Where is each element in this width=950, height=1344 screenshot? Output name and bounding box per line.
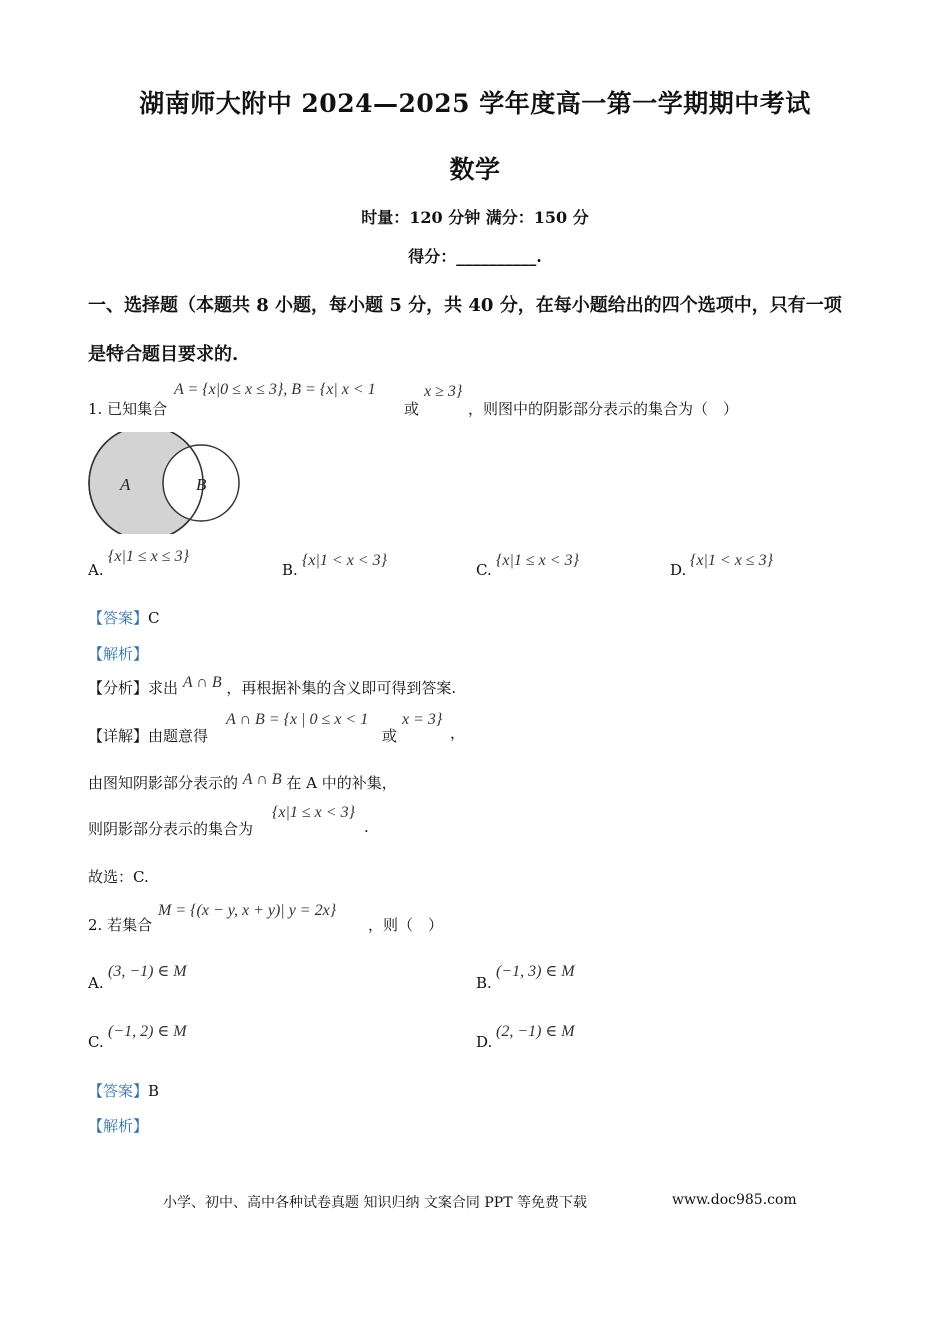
footer-text: 小学、初中、高中各种试卷真题 知识归纳 文案合同 PPT 等免费下载 <box>163 1195 587 1211</box>
q1-or: 或 <box>404 400 420 418</box>
q1-line4-math: {x|1 ≤ x < 3} <box>272 804 355 821</box>
q2-option-d-letter: D. <box>476 1033 493 1051</box>
q2-option-c: (−1, 2) ∈ M <box>108 1023 187 1040</box>
line3-math: A ∩ B <box>242 771 282 788</box>
xiangjie-tag: 【详解】 <box>88 727 149 745</box>
xiangjie-end: ， <box>450 724 466 742</box>
xiangjie-math2: x = 3} <box>402 711 443 728</box>
answer-tag: 【答案】 <box>88 609 149 627</box>
q2-option-d: (2, −1) ∈ M <box>496 1023 575 1040</box>
score-field: 得分：__________. <box>408 247 542 266</box>
q1-suffix: ，则图中的阴影部分表示的集合为（ ） <box>468 400 739 418</box>
fenxi-post: ，再根据补集的含义即可得到答案. <box>226 679 457 697</box>
q1-option-a: {x|1 ≤ x ≤ 3} <box>108 548 189 565</box>
venn-diagram <box>84 432 244 534</box>
q1-conclusion: 故选：C. <box>88 868 149 886</box>
fenxi-pre: 求出 <box>148 679 179 697</box>
q1-option-c-letter: C. <box>476 561 492 579</box>
q1-option-a-letter: A. <box>88 561 104 579</box>
footer-url[interactable]: www.doc985.com <box>672 1192 797 1208</box>
q1-answer <box>88 607 160 628</box>
exam-title: 湖南师大附中 2024—2025 学年度高一第一学期期中考试 <box>139 89 811 118</box>
q2-analysis-tag: 【解析】 <box>88 1117 149 1135</box>
subject-title: 数学 <box>449 155 501 184</box>
q2-suffix: ，则（ ） <box>368 916 444 934</box>
q1-line4-end: . <box>364 818 369 836</box>
q1-line3 <box>88 772 397 793</box>
q2-set-def: M = {(x − y, x + y)| y = 2x} <box>158 902 337 919</box>
line3-pre: 由图知阴影部分表示的 <box>88 774 239 792</box>
q1-option-b: {x|1 < x < 3} <box>302 552 387 569</box>
time-info: 时量：120 分钟 满分：150 分 <box>361 208 589 227</box>
q2-prefix: 2. 若集合 <box>88 916 153 934</box>
venn-label-b: B <box>196 475 207 494</box>
xiangjie-or: 或 <box>382 727 398 745</box>
line3-post: 在 A 中的补集， <box>286 774 397 792</box>
q1-option-d: {x|1 < x ≤ 3} <box>690 552 773 569</box>
q2-option-a: (3, −1) ∈ M <box>108 963 187 980</box>
q2-answer <box>88 1080 159 1101</box>
q1-option-c: {x|1 ≤ x < 3} <box>496 552 579 569</box>
xiangjie-math: A ∩ B = {x | 0 ≤ x < 1 <box>226 711 369 728</box>
answer-tag: 【答案】 <box>88 1082 149 1100</box>
venn-label-a: A <box>120 475 131 494</box>
section-heading: 一、选择题（本题共 8 小题，每小题 5 分，共 40 分，在每小题给出的四个选项中，只有一项 <box>88 295 842 316</box>
q1-fenxi <box>88 674 457 698</box>
q1-set-def: A = {x|0 ≤ x ≤ 3}, B = {x| x < 1 <box>174 381 376 398</box>
q1-xiangjie-line <box>88 725 208 746</box>
q1-analysis-tag: 【解析】 <box>88 645 149 663</box>
q1-line4-pre: 则阴影部分表示的集合为 <box>88 820 254 838</box>
xiangjie-pre: 由题意得 <box>148 727 209 745</box>
q1-cond2: x ≥ 3} <box>424 383 463 400</box>
answer-value: C <box>148 609 160 627</box>
q1-option-b-letter: B. <box>282 561 298 579</box>
q2-option-b: (−1, 3) ∈ M <box>496 963 575 980</box>
q1-prefix: 1. 已知集合 <box>88 400 168 418</box>
q1-option-d-letter: D. <box>670 561 687 579</box>
answer-value: B <box>148 1082 160 1100</box>
q2-option-b-letter: B. <box>476 974 492 992</box>
q2-option-a-letter: A. <box>88 974 104 992</box>
fenxi-tag: 【分析】 <box>88 679 149 697</box>
fenxi-math: A ∩ B <box>182 674 222 691</box>
q2-option-c-letter: C. <box>88 1033 104 1051</box>
section-heading-cont: 是特合题目要求的. <box>88 344 239 365</box>
